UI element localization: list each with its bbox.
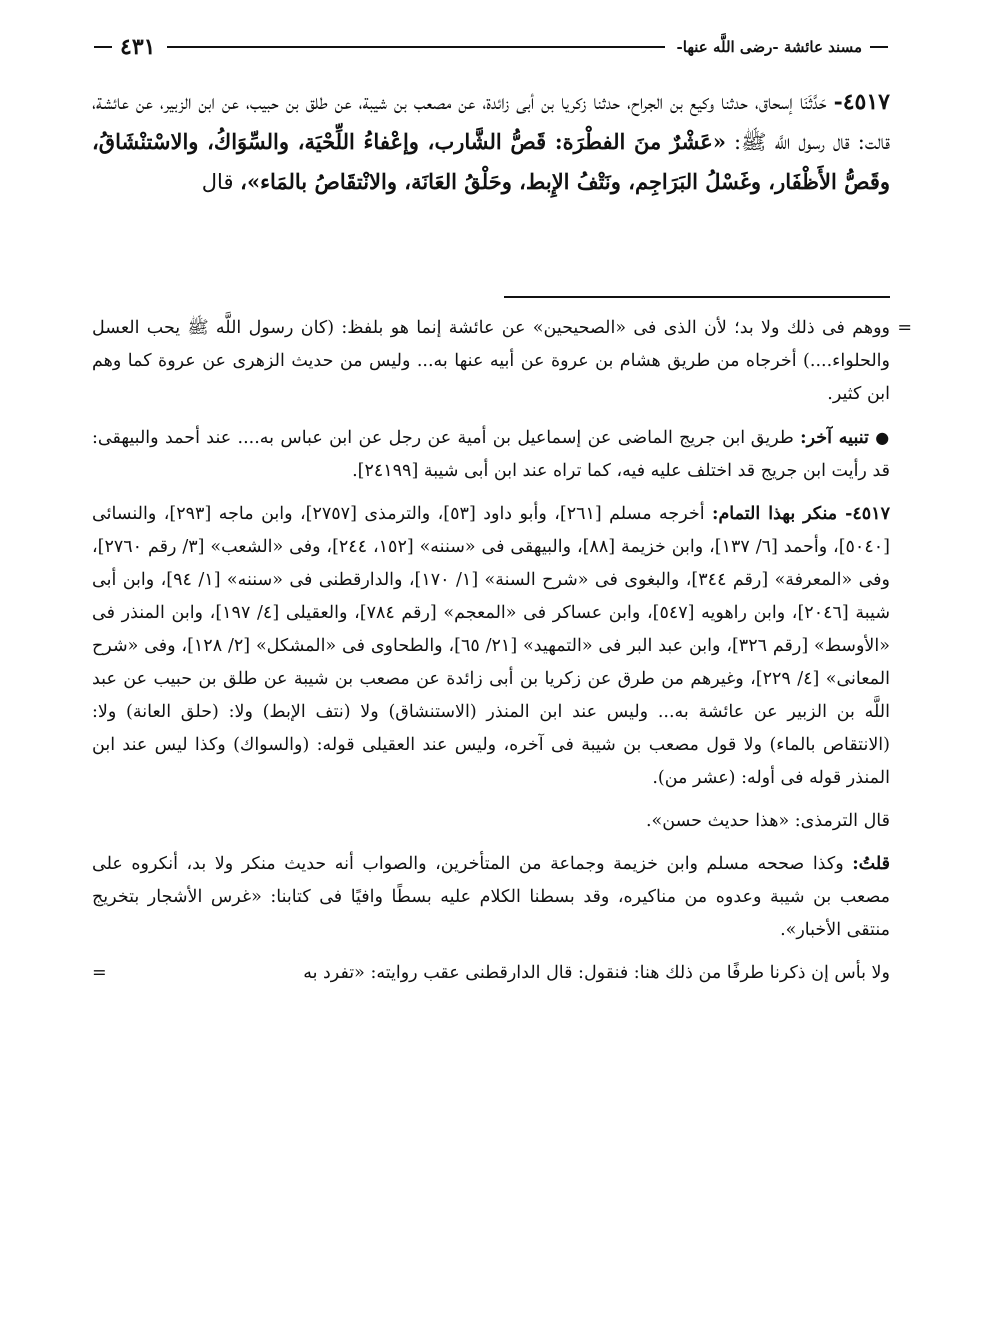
tirmidhi-text: قال الترمذى: «هذا حديث حسن».: [645, 811, 890, 831]
hadith-matn: «عَشْرٌ منَ الفطْرَة: قَصُّ الشَّارب، وإعْفاءُ اللِّحْيَة، والسِّوَاكُ، والاسْتنْشَاقُ، وقَصُّ الأَظْفَار، وغَسْلُ البَرَاجِم، ونَتْفُ الإِبط، وحَلْقُ العَانَة، والانْتقَاصُ بالمَاء»،: [92, 129, 890, 194]
last-line-marker: =: [92, 963, 107, 983]
footnote-takhrij: [92, 498, 890, 795]
header-dash-right: [870, 46, 888, 48]
running-title: مسند عائشة -رضى اللَّه عنها-: [676, 38, 862, 56]
footnote-qultu: [92, 848, 890, 947]
header-dash-left: [94, 46, 112, 48]
header-rule: [167, 46, 664, 48]
footnote-tirmidhi: [92, 805, 890, 838]
running-header: [92, 30, 890, 64]
continuation-marker: =: [897, 318, 912, 338]
page-number: ٤٣١: [120, 34, 156, 60]
qultu-text: وكذا صححه مسلم وابن خزيمة وجماعة من المتأخرين، والصواب أنه حديث منكر ولا بد، أنكروه على مصعب بن شيبة وعدوه من مناكيره، وقد بسطنا الكلام عليه بسطًا وافيًا فى كتابنا: «غرس الأشجار بتخريج منتقى الأخبار».: [92, 854, 890, 940]
footnote-tanbih: [92, 421, 890, 488]
footnote-last-line: [92, 957, 890, 990]
tanbih-text: طريق ابن جريج الماضى عن إسماعيل بن أمية عن رجل عن ابن عباس به.... عند أحمد والبيهقى: قد رأيت ابن جريج قد اختلف عليه فيه، كما تراه عند ابن أبى شيبة [٢٤١٩٩].: [92, 428, 890, 481]
last-line-text: ولا بأس إن ذكرنا طرفًا من ذلك هنا: فنقول: قال الدارقطنى عقب روايته: «تفرد به: [303, 963, 890, 983]
hadith-body: [92, 82, 890, 202]
takhrij-lead: ٤٥١٧- منكر بهذا التمام:: [712, 504, 890, 524]
hadith-number: ٤٥١٧-: [833, 89, 890, 115]
hadith-paragraph: [92, 82, 890, 202]
qultu-lead: قلتُ:: [852, 854, 890, 874]
tanbih-lead: تنبيه آخر:: [800, 428, 869, 448]
continuation-text: ووهم فى ذلك ولا بد؛ لأن الذى فى «الصحيحين» عن عائشة إنما هو بلفظ: (كان رسول اللَّه ﷺ يحب العسل والحلواء....) أخرجاه من طريق هشام بن عروة عن أبيه عنها به... وليس من حديث الزهرى عن عروة كما وهم ابن كثير.: [92, 318, 890, 404]
book-page: [92, 0, 912, 1339]
takhrij-text: أخرجه مسلم [٢٦١]، وأبو داود [٥٣]، والترمذى [٢٧٥٧]، وابن ماجه [٢٩٣]، والنسائى [٥٠٤٠]، وأحمد [٦/ ١٣٧]، وابن خزيمة [٨٨]، والبيهقى فى «سننه» [١٥٢، ٢٤٤]، وفى «الشعب» [٣/ رقم ٢٧٦٠]، وفى «المعرفة» [رقم ٣٤٤]، والبغوى فى «شرح السنة» [١/ ١٧٠]، والدارقطنى فى «سننه» [١/ ٩٤]، وابن أبى شيبة [٢٠٤٦]، وابن راهويه [٥٤٧]، وابن عساكر فى «المعجم» [رقم ٧٨٤]، والعقيلى [٤/ ١٩٧]، وابن المنذر فى «الأوسط» [رقم ٣٢٦]، وابن عبد البر فى «التمهيد» [٢١/ ٦٥]، والطحاوى فى «المشكل» [٢/ ١٢٨]، وفى «شرح المعانى» [٤/ ٢٢٩]، وغيرهم من طرق عن زكريا بن أبى زائدة عن مصعب بن شيبة عن طلق بن حبيب عن عبد اللَّه بن الزبير عن عائشة به... وليس عند ابن المنذر (الاستنشاق) ولا (نتف الإبط) ولا: (حلق العانة) ولا: (الانتقاص بالماء) ولا قول مصعب بن شيبة فى آخره، وليس عند العقيلى قوله: (والسواك) وكذا ليس عند ابن المنذر قوله فى أوله: (عشر من).: [92, 504, 891, 788]
hadith-isnad: حَدَّثَنَا إسحاق، حدثنا وكيع بن الجراح، حدثنا زكريا بن أبى زائدة، عن مصعب بن شيبة، عن طلق بن حبيب، عن ابن الزبير، عن عائشة، قالت: قال رسول اللَّه ﷺ:: [92, 90, 890, 154]
bullet-icon: ●: [875, 428, 890, 447]
footnote-continuation: [92, 312, 912, 411]
footnotes: [92, 312, 912, 1000]
hadith-trailing: قال: [201, 170, 234, 194]
footnote-separator: [504, 296, 890, 298]
